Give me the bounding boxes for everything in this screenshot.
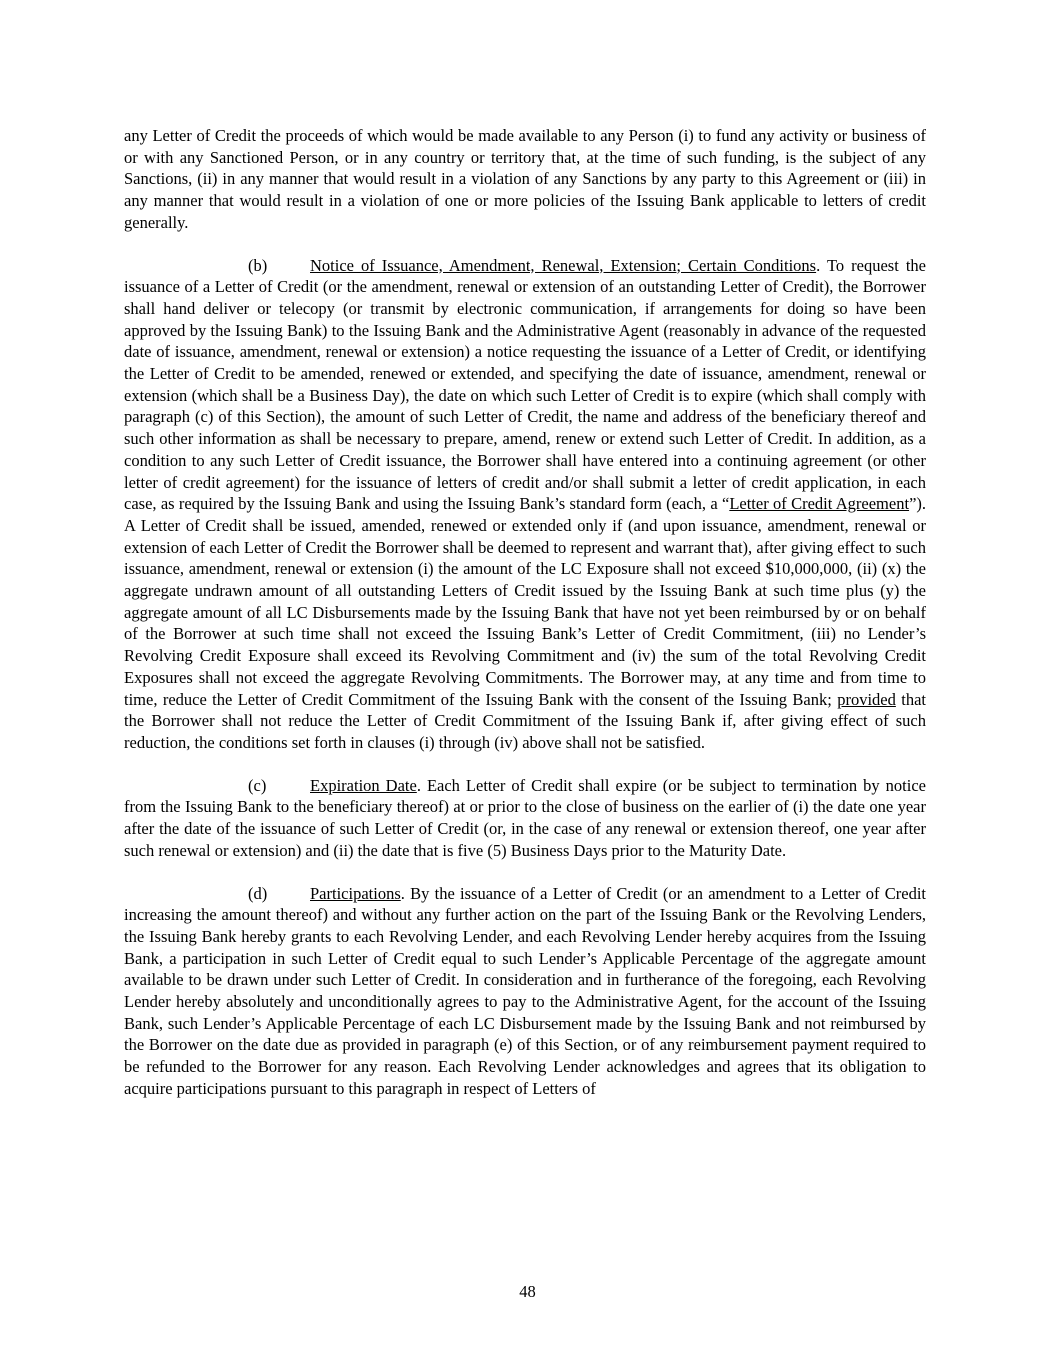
proviso-term: provided (837, 689, 896, 709)
section-d-paragraph (124, 883, 926, 1100)
section-d-text: . By the issuance of a Letter of Credit (or an amendment to a Letter of Credit increasing the amount thereof) and without any further action on the part of the Issuing Bank or the Revolving Lenders, the Issuing Bank hereby grants to each Revolving Lender, and each Revolving Lender hereby acquires from the Issuing Bank, a participation in such Letter of Credit equal to such Lender’s Applicable Percentage of the aggregate amount available to be drawn under such Letter of Credit. In consideration and in furtherance of the foregoing, each Revolving Lender hereby absolutely and unconditionally agrees to pay to the Administrative Agent, for the account of the Issuing Bank, such Lender’s Applicable Percentage of each LC Disbursement made by the Issuing Bank and not reimbursed by the Borrower on the date due as provided in paragraph (e) of this Section, or of any reimbursement payment required to be refunded to the Borrower for any reason. Each Revolving Lender acknowledges and agrees that its obligation to acquire participations pursuant to this paragraph in respect of Letters of (124, 883, 926, 1098)
page-number: 48 (519, 1282, 536, 1301)
defined-term-letter-of-credit-agreement: Letter of Credit Agreement (729, 494, 910, 514)
section-b-text-3: that the Borrower shall not reduce the Letter of Credit Commitment of the Issuing Bank if, after giving effect of such reduction, the conditions set forth in clauses (i) through (iv) above shall not be satisfied. (124, 689, 926, 752)
section-b-number: (b) (248, 255, 268, 275)
section-b-text-2: ”). A Letter of Credit shall be issued, amended, renewed or extended only if (and upon issuance, amendment, renewal or extension of each Letter of Credit the Borrower shall be deemed to represent and warrant that), after giving effect to such issuance, amendment, renewal or extension (i) the amount of the LC Exposure shall not exceed $10,000,000, (ii) (x) the aggregate undrawn amount of all outstanding Letters of Credit issued by the Issuing Bank at such time plus (y) the aggregate amount of all LC Disbursements made by the Issuing Bank that have not yet been reimbursed by or on behalf of the Borrower at such time shall not exceed the Issuing Bank’s Letter of Credit Commitment, (iii) no Lender’s Revolving Credit Exposure shall exceed its Revolving Commitment and (iv) the sum of the total Revolving Credit Exposures shall not exceed the aggregate Revolving Commitments. The Borrower may, at any time and from time to time, reduce the Letter of Credit Commitment of the Issuing Bank with the consent of the Issuing Bank; (124, 494, 927, 709)
section-b-heading: Notice of Issuance, Amendment, Renewal, Extension; Certain Conditions (310, 255, 817, 275)
section-d-heading: Participations (310, 883, 401, 903)
document-page (124, 125, 926, 1121)
section-b-paragraph (124, 255, 926, 754)
section-c-paragraph (124, 775, 926, 862)
section-b-text-1: . To request the issuance of a Letter of Credit (or the amendment, renewal or extension of an outstanding Letter of Credit), the Borrower shall hand deliver or telecopy (or transmit by electronic communication, if arrangements for doing so have been approved by the Issuing Bank) to the Issuing Bank and the Administrative Agent (reasonably in advance of the requested date of issuance, amendment, renewal or extension) a notice requesting the issuance of a Letter of Credit, or identifying the Letter of Credit to be amended, renewed or extended, and specifying the date of issuance, amendment, renewal or extension (which shall be a Business Day), the date on which such Letter of Credit is to expire (which shall comply with paragraph (c) of this Section), the amount of such Letter of Credit, the name and address of the beneficiary thereof and such other information as shall be necessary to prepare, amend, renew or extend such Letter of Credit. In addition, as a condition to any such Letter of Credit issuance, the Borrower shall have entered into a continuing agreement (or other letter of credit agreement) for the issuance of letters of credit and/or shall submit a letter of credit application, in each case, as required by the Issuing Bank and using the Issuing Bank’s standard form (each, a “ (124, 255, 926, 514)
intro-paragraph: any Letter of Credit the proceeds of which would be made available to any Person (i) to fund any activity or business of or with any Sanctioned Person, or in any country or territory that, at the time of such funding, is the subject of any Sanctions, (ii) in any manner that would result in a violation of any Sanctions by any party to this Agreement or (iii) in any manner that would result in a violation of one or more policies of the Issuing Bank applicable to letters of credit generally. (124, 126, 926, 232)
section-d-number: (d) (248, 883, 268, 903)
section-c-heading: Expiration Date (310, 775, 417, 795)
section-c-text: . Each Letter of Credit shall expire (or be subject to termination by notice from the Issuing Bank to the beneficiary thereof) at or prior to the close of business on the earlier of (i) the date one year after the date of the issuance of such Letter of Credit (or, in the case of any renewal or extension thereof, one year after such renewal or extension) and (ii) the date that is five (5) Business Days prior to the Maturity Date. (124, 775, 926, 860)
section-c-number: (c) (248, 775, 267, 795)
